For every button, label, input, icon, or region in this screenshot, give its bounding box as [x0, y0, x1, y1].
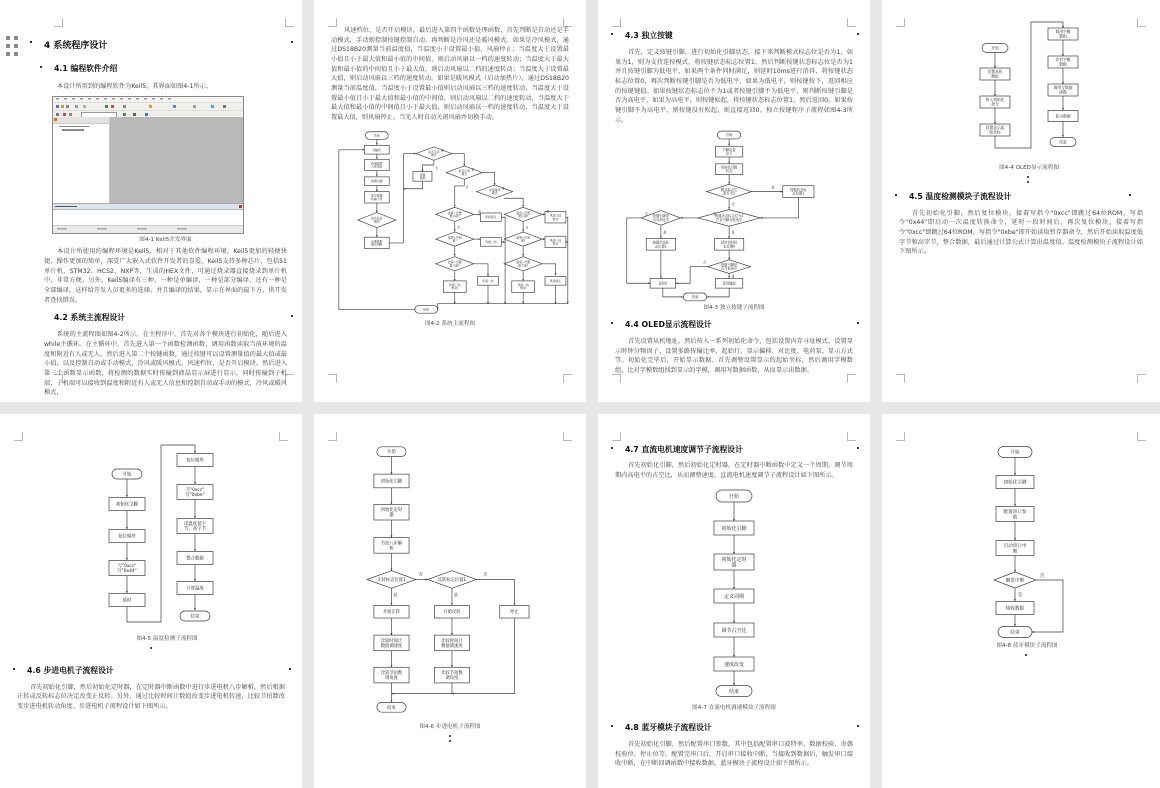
format-mark-dot: [150, 647, 152, 649]
svg-text:开始: 开始: [1010, 450, 1020, 456]
svg-text:风扇一档: 风扇一档: [482, 278, 494, 283]
svg-text:开始正转: 开始正转: [382, 610, 401, 616]
paragraph[interactable]: 首先初始化引脚，然后初始化定时器，在定时器中断函数中进行步进电机八步解析，然后根据正转或反转标志位决定改变正反转。另外，通过比较时间计数值改变步进电机转速，比较节拍数改变步进电机转动角度。步进电机子流程设计如下图所示。: [17, 683, 285, 711]
svg-text:显示数据: 显示数据: [1055, 113, 1071, 119]
svg-text:是否暖风模式: 是否暖风模式: [488, 187, 501, 195]
format-mark-dot: [449, 740, 451, 742]
svg-text:是: 是: [393, 592, 398, 598]
svg-text:是: 是: [471, 167, 475, 172]
format-mark-dot: [857, 725, 859, 727]
figure-caption: 图4-8 蓝牙模块子流程图: [996, 643, 1058, 649]
format-mark-dot: [611, 322, 613, 324]
svg-text:比较时间计数值调速度: 比较时间计数值调速度: [380, 638, 403, 649]
svg-text:是: 是: [731, 274, 735, 279]
flowchart-temperature-detect[interactable]: [47, 440, 287, 632]
format-mark-dot: [291, 315, 293, 317]
svg-text:返回0: 返回0: [658, 281, 668, 286]
svg-text:比较节拍数调角度: 比较节拍数调角度: [380, 671, 403, 682]
section-heading-4-2[interactable]: 4.2 系统主流程设计: [54, 312, 287, 323]
svg-text:是否开启模块: 是否开启模块: [371, 216, 383, 224]
svg-text:温度<设置最小值?: 温度<设置最小值?: [516, 210, 531, 218]
svg-text:是: 是: [1017, 593, 1023, 598]
keil-build-output: [53, 209, 243, 226]
format-mark-dot: [1027, 176, 1029, 178]
paragraph[interactable]: 本设计所用到的编程软件为Keil5，其界面如图4-1所示。: [57, 83, 212, 90]
format-mark-dot: [857, 447, 859, 449]
svg-text:启动串口中断: 启动串口中断: [1003, 543, 1027, 555]
paragraph[interactable]: 风速档位、是否开启模块。最后进入第四个函数处理函数，首先判断是自动还是手动模式，手动则控制按键控制自动，再判断是冷风还是暖风模式。如果是冷风模式，通过DS18B20测量当前温度值，当温度小于设置最小值，风扇停止；当温度大于设置最小值且小于最大值和最小值的中间值，则启动风扇以一档的速度转动；当温度大于最大值和最小值的中间值且小于最大值，则启动风扇以二档的速度转动；当温度大于设置最大值，则启动风扇以三档的速度转动。如果是暖风模式（启动加热片），通过DS18B20测量当前温度值，当温度小于设置最小值则启动风扇以三档的速度转动，当温度大于设置最小值且小于最大值和最小值的中间值，则启动风扇以二档的速度转动，当温度大于最大值和最小值的中间值且小于最大值，则启动风扇以一档的速度转动，当温度大于设置最大值，则风扇停止。当无人时自动关闭风扇并切换手动。: [331, 27, 569, 122]
flowchart-oled-display[interactable]: [943, 16, 1113, 162]
svg-text:处理函数模式判断: 处理函数模式判断: [371, 238, 383, 247]
svg-text:是否冷风模式: 是否冷风模式: [458, 168, 470, 176]
svg-text:是否手动模式: 是否手动模式: [428, 149, 440, 157]
svg-text:节拍八步解析: 节拍八步解析: [380, 541, 403, 552]
svg-text:计算温度: 计算温度: [186, 586, 204, 592]
format-mark-dot: [611, 33, 613, 35]
keil-project-panel: [53, 117, 110, 204]
svg-text:写"0xcc"写"0x44": 写"0xcc"写"0x44": [117, 564, 137, 575]
svg-text:读温度低字节、高字节: 读温度低字节、高字节: [184, 522, 206, 533]
figure-caption: 图4-6 步进电机子流程图: [419, 724, 481, 730]
svg-text:引脚变量定义: 引脚变量定义: [722, 148, 736, 157]
svg-text:整合数据: 整合数据: [186, 556, 204, 562]
section-heading-4-7[interactable]: 4.7 直流电机速度调节子流程设计: [625, 414, 853, 455]
format-mark-dot: [1027, 181, 1029, 183]
svg-text:按键引脚是否为高电平: 按键引脚是否为高电平: [652, 214, 670, 223]
section-heading-4-4[interactable]: 4.4 OLED显示流程设计: [625, 319, 853, 330]
svg-text:调用字模数组: 调用字模数组: [1055, 29, 1071, 39]
svg-text:是: 是: [731, 230, 735, 235]
svg-text:按键引脚是否为低电平: 按键引脚是否为低电平: [720, 263, 738, 272]
svg-text:是: 是: [663, 230, 667, 235]
format-mark-dot: [857, 322, 859, 324]
flowchart-key-scan[interactable]: [617, 127, 851, 303]
svg-text:接收数据: 接收数据: [1005, 606, 1025, 612]
keil-status-bar: [53, 225, 243, 233]
figure-caption: 图4-4 OLED显示流程图: [999, 165, 1059, 171]
svg-text:风扇停止: 风扇停止: [549, 278, 562, 283]
paragraph[interactable]: 系统的主流程图如图4-2所示。在主程序中，首先对各个模块进行初始化，随后进入while主循环。在主循环中，首先进入第一个函数检测函数，调用函数读取当前环境的温度和附近有人或无人，然后进入第二个按键函数，通过按键可以设置测量值的最大值或最小值，以及控制自动或手动模式，冷风或暖风模式，风速档位，是否开启模块。然后进入第三个函数显示函数，将检测的数据实时传输到液晶显示屏进行显示，同时传输到子机端，子机端可以接收到温度和附近有人或无人信息和控制自动或手动的模式，冷风或暖风模式，: [44, 331, 287, 397]
svg-text:风扇二档: 风扇二档: [485, 239, 497, 244]
paragraph[interactable]: 首先初始化引脚，然后复位模块，接着写指令"0xcc"即跳过64位ROM，写指令"0x44"即启动一次温度转换命令，延时一段时间后，再次复位模块，接着写指令"0xcc"即跳过64位ROM，写指令"0xbe"即开始读取暂存器命令，然后开始读取温度低字节和高字节，整合数据，最后通过计算公式计算出温度值。温度检测模块子流程设计如下图所示。: [899, 209, 1143, 256]
svg-text:初始化引脚: 初始化引脚: [380, 479, 403, 485]
svg-text:比对字模数组: 比对字模数组: [1055, 57, 1071, 67]
format-mark-dot: [611, 447, 613, 449]
paragraph[interactable]: 首先初始化引脚，然后配置串口参数，其中包括配置串口波特率、数据校验、奇偶校验位、停止位等。配置完串口后，开启串口接收中断，当接收到数据后，触发串口接收中断，在中断回调函数中接收数据。蓝牙模块子流程设计如下图所示。: [615, 741, 853, 768]
svg-text:否: 否: [465, 184, 469, 189]
format-mark-dot: [30, 41, 32, 43]
section-heading-4-5[interactable]: 4.5 温度检测模块子流程设计: [909, 191, 1143, 202]
document-page-1[interactable]: [0, 0, 302, 402]
keil-workspace: [53, 117, 243, 204]
format-mark-dot: [289, 668, 291, 670]
figure-keil5-screenshot[interactable]: [52, 96, 244, 234]
svg-text:结束: 结束: [1059, 139, 1067, 145]
format-mark-dot: [291, 41, 293, 43]
svg-text:按键扫描: 按键扫描: [371, 178, 383, 183]
format-mark-dot: [13, 668, 15, 670]
svg-text:否: 否: [483, 571, 488, 577]
svg-text:初始化引脚: 初始化引脚: [721, 526, 747, 533]
svg-text:否: 否: [644, 212, 648, 217]
format-mark-dot: [40, 66, 42, 68]
svg-text:触发中断: 触发中断: [1005, 578, 1025, 584]
svg-text:比较时间计数值调速度: 比较时间计数值调速度: [441, 638, 463, 649]
svg-text:是: 是: [771, 186, 775, 191]
svg-text:开始: 开始: [728, 494, 740, 501]
svg-text:调用写数据函数: 调用写数据函数: [1053, 85, 1073, 95]
svg-text:延时: 延时: [122, 598, 132, 604]
svg-text:风扇二档转动: 风扇二档转动: [517, 282, 529, 290]
document-page-6[interactable]: [314, 414, 586, 788]
svg-text:写"0xcc"写"0xbe": 写"0xcc"写"0xbe": [185, 488, 205, 499]
document-page-5[interactable]: [0, 414, 302, 788]
svg-text:温度<设置最大值?: 温度<设置最大值?: [516, 259, 531, 268]
flowchart-bluetooth-module[interactable]: [927, 440, 1127, 640]
document-page-2[interactable]: [314, 0, 586, 402]
svg-text:是: 是: [478, 209, 481, 214]
svg-text:按键控制: 按键控制: [419, 172, 426, 180]
svg-text:模式标志位是否为1: 模式标志位是否为1: [720, 188, 738, 197]
keil-editor-area: [110, 117, 243, 204]
svg-text:否: 否: [712, 212, 717, 217]
document-page-3[interactable]: [598, 0, 870, 402]
svg-text:显示数据传输子机: 显示数据传输子机: [371, 193, 383, 201]
svg-text:温度<设置最大值?: 温度<设置最大值?: [447, 259, 462, 268]
svg-text:设置从机地址: 设置从机地址: [987, 69, 1003, 79]
svg-text:否: 否: [418, 571, 423, 577]
svg-text:是: 是: [501, 186, 505, 191]
section-heading-4-6[interactable]: 4.6 步进电机子流程设计: [27, 665, 285, 676]
svg-text:风扇停止: 风扇停止: [485, 214, 497, 219]
svg-text:否: 否: [525, 225, 529, 230]
svg-text:反转标志位置1: 反转标志位置1: [437, 578, 467, 584]
svg-text:开始: 开始: [991, 45, 999, 51]
svg-text:结束: 结束: [423, 307, 430, 312]
figure-caption: 图4-2 系统主流程图: [424, 320, 476, 327]
svg-text:否: 否: [435, 165, 439, 170]
svg-text:风扇三档转动: 风扇三档转动: [449, 282, 461, 290]
svg-text:开始: 开始: [122, 472, 132, 478]
svg-text:停止: 停止: [510, 610, 519, 616]
paragraph[interactable]: 首先，定义按键引脚，进行初始化引脚状态。接下来判断模式标志位是否为1，如果为1，则为支持连按模式，将按键状态标志位置1。然后判断按键状态标志位是否为1并且按键引脚为低电平，如果两个条件同时满足，则延时10ms进行消抖，将按键状态标志位置0，再次判断按键引脚是否为低电平，如果为低电平，则按键按下，返回相应的按键键值。如果按键状态标志位不为1或者按键引脚不为低电平，则判断按键引脚是否为高电平，如果为高电平，则按键松起，将按键状态标志位置1，然后返回0。如果按键引脚不为高电平，则按键没有松起，则直接返回0。独立按键程序子流程如图4-3所示。: [615, 49, 853, 124]
figure-caption: 图4-1 Keil5开发界面: [139, 236, 192, 243]
figure-caption: 图4-5 温度检测子流程图: [136, 636, 198, 642]
svg-text:配置串口参数: 配置串口参数: [1003, 509, 1027, 521]
svg-text:结束: 结束: [728, 689, 740, 696]
section-heading-4-1[interactable]: 4.1 编程软件介绍: [54, 63, 287, 74]
paragraph[interactable]: 首先初始化引脚，然后初始化定时器，在定时器中断函数中定义一个周期，调节周期内高电平的占空比，从而调整速度。直流电机速度调节子流程设计如下图所示。: [615, 462, 853, 479]
svg-text:否: 否: [731, 202, 735, 207]
svg-text:结束: 结束: [387, 705, 396, 711]
section-heading-4-8[interactable]: 4.8 蓝牙模块子流程设计: [625, 722, 853, 733]
flowchart-system-main[interactable]: [331, 127, 569, 317]
svg-text:传入初始化命令: 传入初始化命令: [985, 97, 1005, 107]
svg-text:开始: 开始: [387, 450, 396, 456]
svg-text:否: 否: [457, 225, 460, 230]
svg-text:否: 否: [1039, 574, 1045, 579]
svg-text:复位模块: 复位模块: [118, 534, 136, 540]
svg-text:温度<设置最小值?: 温度<设置最小值?: [447, 210, 462, 218]
svg-text:初始化定时器: 初始化定时器: [380, 508, 403, 519]
svg-text:比较节拍数调角度: 比较节拍数调角度: [441, 671, 463, 682]
document-page-7[interactable]: [598, 414, 870, 788]
format-mark-dot: [611, 725, 613, 727]
svg-text:调节占空比: 调节占空比: [721, 628, 747, 635]
svg-text:速度改变: 速度改变: [723, 662, 745, 669]
document-page-8[interactable]: [882, 414, 1160, 788]
keil-toolbar-1: [53, 103, 243, 111]
svg-text:开始反转: 开始反转: [443, 610, 461, 616]
format-mark-dot: [449, 735, 451, 737]
section-heading-4-3[interactable]: 4.3 独立按键: [625, 0, 853, 41]
svg-text:温度<中间值?: 温度<中间值?: [516, 235, 531, 243]
svg-text:初始化引脚: 初始化引脚: [116, 502, 138, 508]
svg-text:是: 是: [441, 148, 444, 153]
format-mark-dot: [857, 33, 859, 35]
flowchart-stepper-motor[interactable]: [331, 438, 569, 721]
chapter-heading[interactable]: 4 系统程序设计: [44, 0, 287, 51]
svg-text:延时消抖标志位置0: 延时消抖标志位置0: [720, 240, 738, 249]
svg-text:是: 是: [453, 592, 458, 598]
format-mark-dot: [1025, 654, 1027, 656]
svg-text:初始化引脚状态: 初始化引脚状态: [720, 165, 738, 174]
svg-text:温度<中间值?: 温度<中间值?: [447, 235, 462, 243]
svg-text:定义周期: 定义周期: [723, 594, 745, 601]
svg-text:按键状态标志位为1并且引脚为低电平: 按键状态标志位为1 并且引脚为低电平: [714, 214, 744, 223]
svg-text:设置显示起始坐标: 设置显示起始坐标: [985, 125, 1005, 135]
svg-text:返回键值: 返回键值: [722, 281, 736, 286]
paragraph[interactable]: 首先设置从机地址，然后传入一系列初始化命令，包括设置内存寻址模式、设置显示时钟分频因子、设置多路传输比率、起始行、显示偏移、对比度、电荷泵、显示方式等。初始化完毕后，开始显示数据。首先调整设置显示的起始坐标，然后调用字模数组，比对字模数组找到显示的字模，调用写数据函数，从而显示出数据。: [615, 338, 853, 375]
svg-text:结束: 结束: [1010, 630, 1020, 636]
svg-text:结束: 结束: [691, 295, 699, 300]
document-page-4[interactable]: [882, 0, 1160, 402]
svg-text:风扇一档转动: 风扇一档转动: [549, 238, 562, 246]
svg-text:是: 是: [546, 209, 550, 214]
svg-text:按键状态标志位置1: 按键状态标志位置1: [790, 188, 807, 197]
svg-text:否: 否: [703, 261, 707, 266]
svg-text:复位模块: 复位模块: [186, 458, 204, 464]
paragraph[interactable]: 本设计所使用的编程环境是Keil5，相对于其他软件编程环境，Keil5更加的轻便快捷、操作更加的简单，深受广大嵌入式软件开发者的喜爱。Keil5支持多种芯片，包括51单片机、STM32、HCS2、NXP等，生成的HEX文件，可通过烧录器直接烧录到单片机中，非常方便。另外，Keil5编译有三种，一种是单编译，一种是部分编译，还有一种是全部编译，这样给开发人员更多的选择，并且编译的结果，显示在界面的最下方，供开发者查找错误。: [44, 248, 287, 304]
format-mark-dot: [895, 194, 897, 196]
svg-text:正转标志位置1: 正转标志位置1: [377, 578, 406, 584]
figure-caption: 图4-7 直流电机调速模块子流程图: [692, 705, 776, 712]
svg-text:初始化: 初始化: [372, 147, 382, 152]
flowchart-dc-motor-speed[interactable]: [639, 484, 829, 702]
svg-text:结束: 结束: [190, 614, 200, 620]
format-mark-dot: [1129, 194, 1131, 196]
svg-text:初始化定时器: 初始化定时器: [721, 557, 747, 569]
svg-text:风扇三档转动: 风扇三档转动: [549, 213, 562, 221]
svg-text:按键状态标志位置1: 按键状态标志位置1: [652, 240, 670, 249]
svg-text:开始: 开始: [725, 133, 733, 138]
svg-text:检测温度人体信息: 检测温度人体信息: [371, 161, 383, 169]
svg-text:开始: 开始: [373, 133, 380, 138]
figure-caption: 图4-3 独立按键子流程图: [703, 305, 765, 312]
svg-text:初始化引脚: 初始化引脚: [1003, 480, 1027, 486]
